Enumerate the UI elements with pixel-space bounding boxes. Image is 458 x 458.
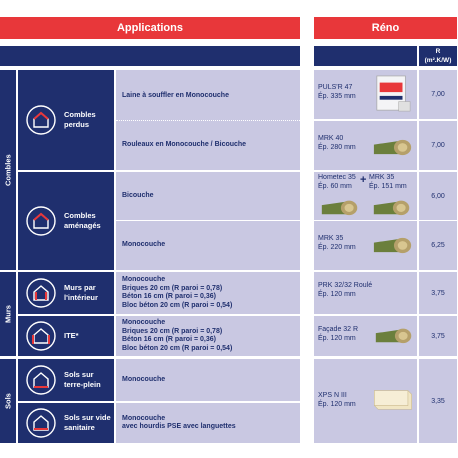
product-thickness: Ép. 120 mm (318, 400, 356, 408)
product-cell (314, 221, 417, 270)
house-icon (26, 278, 56, 308)
applications-header: Applications (0, 17, 300, 39)
r-unit-header: R (m².K/W) (419, 46, 457, 66)
group-combles-label: Combles (0, 70, 16, 270)
house-icon (26, 105, 56, 135)
product-name: MRK 40 (318, 135, 344, 142)
group-sols-label: Sols (0, 359, 16, 443)
r-value-cell: 3,75 (419, 272, 457, 314)
application-cell: Monocouche avec hourdis PSE avec languettes (116, 403, 300, 443)
plus-sign: + (360, 174, 367, 186)
category-label: ITE* (64, 331, 79, 340)
category-murs-interieur (18, 272, 114, 314)
category-label: Combles perdus (64, 110, 96, 129)
insulation-roll-icon (372, 196, 412, 218)
product-cell (314, 70, 417, 119)
reno-subheader (314, 46, 417, 66)
category-ite (18, 316, 114, 356)
product-name: MRK 35 (369, 174, 395, 181)
application-cell: Bicouche (116, 172, 300, 220)
product-cell (314, 172, 417, 220)
reno-header: Réno (314, 17, 457, 39)
category-combles-perdus (18, 70, 114, 170)
product-name: XPS N III (318, 392, 347, 399)
house-icon (26, 321, 56, 351)
product-thickness: Ép. 120 mm (318, 334, 356, 342)
application-cell: Monocouche Briques 20 cm (R paroi = 0,78) Béton 16 cm (R paroi = 0,36) Bloc béton 20 cm (R paroi = 0,54) (116, 272, 300, 314)
product-cell (314, 316, 417, 356)
product-thickness: Ép. 151 mm (369, 182, 407, 190)
product-cell (314, 359, 417, 443)
application-cell: Rouleaux en Monocouche / Bicouche (116, 121, 300, 170)
application-cell: Monocouche (116, 359, 300, 401)
insulation-roll-icon (372, 233, 414, 256)
r-value-cell: 7,00 (419, 121, 457, 170)
r-value-cell: 7,00 (419, 70, 457, 119)
application-cell: Monocouche (116, 221, 300, 270)
insulation-roll-icon (372, 135, 414, 158)
house-icon (26, 206, 56, 236)
r-value-cell: 3,35 (419, 359, 457, 443)
product-name: Façade 32 R (318, 326, 359, 333)
category-sols-vide-sanitaire (18, 403, 114, 443)
product-thickness: Ép. 280 mm (318, 143, 356, 151)
product-cell (314, 121, 417, 170)
category-label: Sols sur terre-plein (64, 370, 101, 389)
category-label: Sols sur vide sanitaire (64, 413, 111, 432)
house-icon (26, 408, 56, 438)
group-murs-label: Murs (0, 272, 16, 356)
product-name: MRK 35 (318, 235, 344, 242)
category-combles-amenages (18, 172, 114, 270)
category-label: Combles aménagés (64, 211, 101, 230)
applications-subheader (0, 46, 300, 66)
product-name: PRK 32/32 Roulé (318, 282, 373, 289)
r-value-cell: 6,00 (419, 172, 457, 220)
product-thickness: Ép. 335 mm (318, 92, 356, 100)
house-icon (26, 365, 56, 395)
product-thickness: Ép. 220 mm (318, 243, 356, 251)
product-cell (314, 272, 417, 314)
product-thickness: Ép. 120 mm (318, 290, 356, 298)
product-name: PULS'R 47 (318, 84, 353, 91)
application-cell: Monocouche Briques 20 cm (R paroi = 0,78) Béton 16 cm (R paroi = 0,36) Bloc béton 20 cm (R paroi = 0,54) (116, 316, 300, 356)
product-thickness: Ép. 60 mm (318, 182, 352, 190)
insulation-roll-icon (320, 196, 360, 218)
product-name: Hometec 35 (318, 174, 356, 181)
xps-panel-icon (372, 385, 414, 413)
category-label: Murs par l'intérieur (64, 283, 98, 302)
application-cell: Laine à souffler en Monocouche (116, 70, 300, 170)
insulation-bag-icon (374, 73, 412, 115)
r-value-cell: 6,25 (419, 221, 457, 270)
insulation-roll-icon (374, 324, 414, 346)
category-sols-terre-plein (18, 359, 114, 401)
r-value-cell: 3,75 (419, 316, 457, 356)
